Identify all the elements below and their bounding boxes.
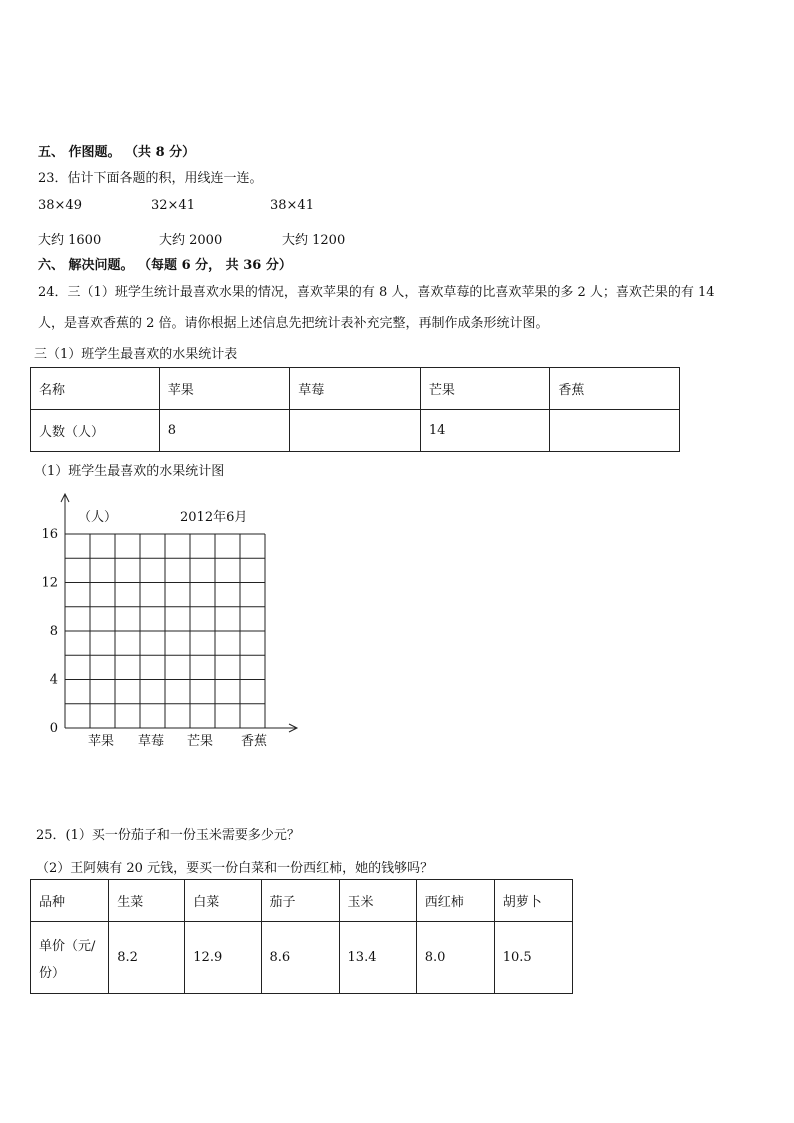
fruit-table-header: 芒果 [420, 368, 550, 410]
fruit-bar-chart [28, 490, 318, 755]
fruit-table-row-label: 人数（人） [31, 410, 160, 452]
q23-expression-1: 38×49 [38, 198, 82, 213]
q24-text-line2: 人，是喜欢香蕉的 2 倍。请你根据上述信息先把统计表补充完整，再制作成条形统计图。 [38, 316, 549, 331]
price-cell-corn: 13.4 [339, 922, 416, 994]
price-cell-cabbage: 12.9 [185, 922, 261, 994]
x-category-label: 香蕉 [240, 734, 268, 749]
fruit-table-header: 苹果 [159, 368, 290, 410]
fruit-table-cell-strawberry [290, 410, 421, 452]
x-category-label: 草莓 [137, 734, 165, 749]
q23-estimate-3: 大约 1200 [282, 233, 346, 248]
chart-title: 2012年6月 [180, 510, 248, 525]
fruit-table-title: 三（1）班学生最喜欢的水果统计表 [34, 347, 238, 362]
q23-estimate-2: 大约 2000 [159, 233, 223, 248]
fruit-table [30, 367, 680, 452]
y-tick-label: 8 [49, 624, 58, 639]
fruit-table-header: 草莓 [290, 368, 421, 410]
price-table-header: 胡萝卜 [494, 880, 572, 922]
price-table-header: 白菜 [185, 880, 261, 922]
price-table-header: 生菜 [109, 880, 185, 922]
x-category-label: 苹果 [87, 734, 115, 749]
fruit-table-cell-mango: 14 [420, 410, 550, 452]
q25-text-line1: 25．(1）买一份茄子和一份玉米需要多少元？ [36, 828, 300, 843]
price-table-value-row [31, 922, 573, 994]
price-cell-carrot: 10.5 [494, 922, 572, 994]
fruit-table-count-row [31, 410, 680, 452]
q23-estimate-1: 大约 1600 [38, 233, 102, 248]
price-table-header: 西红柿 [416, 880, 494, 922]
y-tick-label: 16 [41, 527, 58, 542]
price-cell-lettuce: 8.2 [109, 922, 185, 994]
y-tick-label: 0 [49, 721, 58, 736]
price-cell-tomato: 8.0 [416, 922, 494, 994]
y-tick-label: 12 [41, 575, 58, 591]
price-table-header-row [31, 880, 573, 922]
chart-caption: （1）班学生最喜欢的水果统计图 [34, 464, 225, 479]
price-table-header: 茄子 [261, 880, 339, 922]
fruit-table-header: 香蕉 [550, 368, 680, 410]
price-row-label-line2: 份） [39, 965, 66, 981]
fruit-table-header: 名称 [31, 368, 160, 410]
x-category-label: 芒果 [186, 734, 214, 749]
section5-heading: 五、 作图题。 （共 8 分） [38, 145, 196, 160]
q25-text-line2: （2）王阿姨有 20 元钱，要买一份白菜和一份西红柿，她的钱够吗？ [36, 861, 434, 876]
fruit-table-cell-banana [550, 410, 680, 452]
q24-text-line1: 24．三（1）班学生统计最喜欢水果的情况，喜欢苹果的有 8 人，喜欢草莓的比喜欢苹果的多 2 人；喜欢芒果的有 14 [38, 285, 715, 300]
fruit-table-header-row [31, 368, 680, 410]
price-table-row-label [31, 922, 109, 994]
q23-prompt: 23．估计下面各题的积，用线连一连。 [38, 171, 263, 186]
y-tick-label: 4 [49, 672, 58, 688]
price-table-header: 品种 [31, 880, 109, 922]
q23-expression-3: 38×41 [270, 198, 314, 213]
fruit-table-cell-apple: 8 [159, 410, 290, 452]
q23-expression-2: 32×41 [151, 198, 195, 213]
chart-ylabel: （人） [78, 510, 118, 525]
price-table-header: 玉米 [339, 880, 416, 922]
section6-heading: 六、 解决问题。 （每题 6 分， 共 36 分） [38, 258, 292, 273]
price-row-label-line1: 单价（元/ [39, 938, 96, 954]
vegetable-price-table [30, 879, 573, 994]
price-cell-eggplant: 8.6 [261, 922, 339, 994]
